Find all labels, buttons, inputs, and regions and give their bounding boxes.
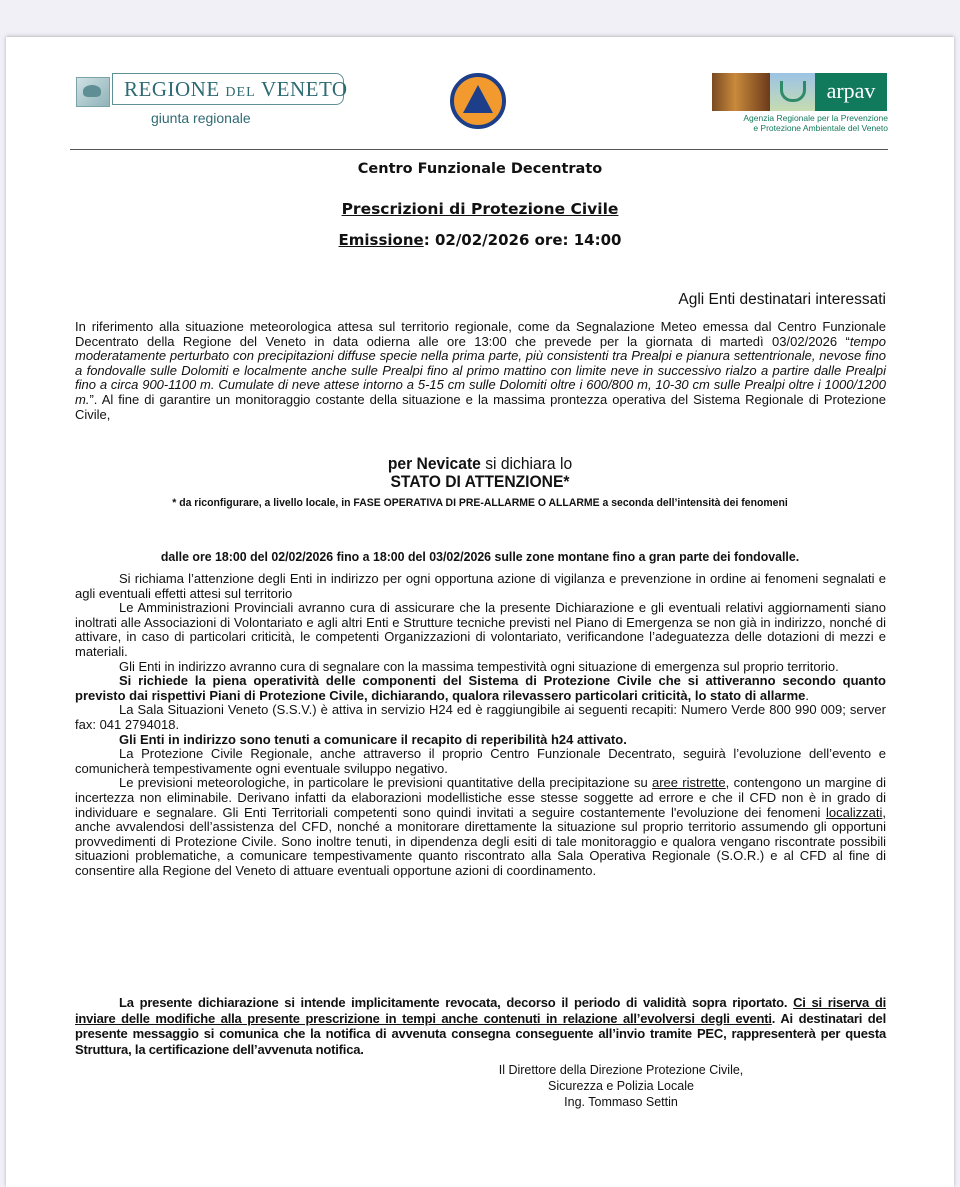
closing-paragraph: La presente dichiarazione si intende implicitamente revocata, decorso il periodo di validità sopra riportato. Ci si riserva di inviare delle modifiche alla presente prescrizione in tempi anche contenuti in relazione all’evolversi degli eventi. Ai destinatari del presente messaggio si comunica che la notifica di avvenuta consegna conseguente all’invio tramite PEC, rappresenterà per questa Struttura, la certificazione dell’avvenuta notifica. [75, 995, 886, 1057]
intro-paragraph: In riferimento alla situazione meteorologica attesa sul territorio regionale, come da Segnalazione Meteo emessa dal Centro Funzionale Decentrato della Regione del Veneto in data odierna alle ore 13:00 che prevede per la giornata di martedì 03/02/2026 “tempo moderatamente perturbato con precipitazioni diffuse specie nella prima parte, più consistenti tra Prealpi e pianura settentrionale, nevose fino a fondovalle sulle Dolomiti e localmente anche sulle Prealpi fino al primo mattino con limite neve in successivo rialzo a partire dalle Prealpi fino a circa 900-1100 m. Cumulate di neve attese intorno a 5-15 cm sulle Dolomiti oltre i 600/800 m, 10-30 cm sulle Prealpi oltre i 1000/1200 m.”. Al fine di garantire un monitoraggio costante della situazione e la massima prontezza operativa del Sistema Regionale di Protezione Civile, [75, 319, 886, 422]
signature-block [446, 1062, 796, 1110]
regione-veneto-logo-subtitle: giunta regionale [151, 110, 251, 126]
signature-role: Il Direttore della Direzione Protezione Civile, [498, 1063, 744, 1077]
paragraph-provinces: Le Amministrazioni Provinciali avranno cura di assicurare che la presente Dichiarazione e gli eventuali relativi aggiornamenti siano inoltrati alle Associazioni di Volontariato e agli altri Enti e Strutture tecniche previsti nel Piano di Emergenza se non già in indirizzo, nonché di attivare, in caso di particolari criticità, le competenti Organizzazioni di volontariato, verificandone l’adeguatezza delle dotazioni di mezzi e materiali. [75, 600, 886, 659]
arpav-caption: Agenzia Regionale per la Prevenzione e Protezione Ambientale del Veneto [743, 113, 888, 133]
hazard-declaration: per Nevicate si dichiara lo [387, 454, 573, 473]
arpav-emblem-icon [770, 73, 815, 111]
alert-state: STATO DI ATTENZIONE* [390, 472, 570, 491]
arpav-logo-text: arpav [815, 73, 887, 111]
forecast-quote: tempo moderatamente perturbato con precipitazioni diffuse specie nella prima parte, più consistenti tra Prealpi e pianura settentrionale, nevose fino a fondovalle sulle Dolomiti e localmente anche sulle Prealpi fino al primo mattino con limite neve in successivo rialzo a partire dalle Prealpi fino a circa 900-1100 m. Cumulate di neve attese intorno a 5-15 cm sulle Dolomiti oltre i 600/800 m, 10-30 cm sulle Prealpi oltre i 1000/1200 m. [75, 333, 886, 407]
paragraph-h24-contact: Gli Enti in indirizzo sono tenuti a comunicare il recapito di reperibilità h24 attivato. [119, 731, 627, 747]
body-text [75, 572, 886, 878]
paragraph-ssv-contacts: La Sala Situazioni Veneto (S.S.V.) è attiva in servizio H24 ed è raggiungibile ai seguenti recapiti: Numero Verde 800 990 009; server fax: 041 2794018. [75, 702, 886, 732]
document-title: Prescrizioni di Protezione Civile [341, 200, 619, 218]
header-divider [70, 149, 888, 150]
paragraph-forecast-uncertainty: Le previsioni meteorologiche, in particolare le previsioni quantitative della precipitazione su aree ristrette, contengono un margine di incertezza non eliminabile. Derivano infatti da elaborazioni modellistiche esse stesse soggette ad errore e che il CFD non è in grado di individuare e segnalare. Gli Enti Territoriali competenti sono quindi invitati a seguire costantemente l'evoluzione dei fenomeni localizzati, anche avvalendosi dell’assistenza del CFD, nonché a monitorare direttamente la situazione sul proprio territorio assumendo gli opportuni provvedimenti di Protezione Civile. Sono inoltre tenuti, in dipendenza degli esiti di tale monitoraggio e qualora vengano riscontrate possibili situazioni problematiche, a comunicare tempestivamente quanto riscontrato alla Sala Operativa Regionale (S.O.R.) e al CFD al fine di consentire alla Regione del Veneto di attuare eventuali opportune azioni di coordinamento. [75, 775, 886, 878]
alert-state-footnote: * da riconfigurare, a livello locale, in FASE OPERATIVA DI PRE-ALLARME O ALLARME a seconda dell’intensità dei fenomeni [172, 497, 788, 509]
paragraph-emergency-reporting: Gli Enti in indirizzo avranno cura di segnalare con la massima tempestività ogni situazione di emergenza sul proprio territorio. [119, 658, 839, 674]
letterhead [6, 37, 954, 157]
addressee-line: Agli Enti destinatari interessati [678, 291, 886, 308]
validity-period: dalle ore 18:00 del 02/02/2026 fino a 18:00 del 03/02/2026 sulle zone montane fino a gran parte dei fondovalle. [160, 549, 800, 564]
document-page [6, 37, 954, 1187]
regione-veneto-logo-title: REGIONE DEL VENETO [124, 77, 348, 101]
signature-department: Sicurezza e Polizia Locale [548, 1079, 694, 1093]
paragraph-evolution: La Protezione Civile Regionale, anche attraverso il proprio Centro Funzionale Decentrato, seguirà l’evoluzione dell’evento e comunicherà tempestivamente ogni eventuale sviluppo negativo. [75, 746, 886, 776]
regione-veneto-crest-icon [76, 77, 110, 107]
paragraph-vigilance: Si richiama l’attenzione degli Enti in indirizzo per ogni opportuna azione di vigilanza e prevenzione in ordine ai fenomeni segnalati e agli eventuali effetti attesi sul territorio [75, 571, 886, 601]
arpav-lion-icon [712, 73, 770, 111]
signature-name: Ing. Tommaso Settin [564, 1095, 678, 1109]
paragraph-operativity: Si richiede la piena operatività delle componenti del Sistema di Protezione Civile che si attiveranno secondo quanto previsto dai rispettivi Piani di Protezione Civile, dichiarando, qualora rilevassero particolari criticità, lo stato di allarme. [75, 673, 886, 703]
office-title: Centro Funzionale Decentrato [357, 161, 603, 177]
protezione-civile-logo-icon [450, 73, 506, 129]
emission-line: Emissione: 02/02/2026 ore: 14:00 [338, 231, 622, 249]
